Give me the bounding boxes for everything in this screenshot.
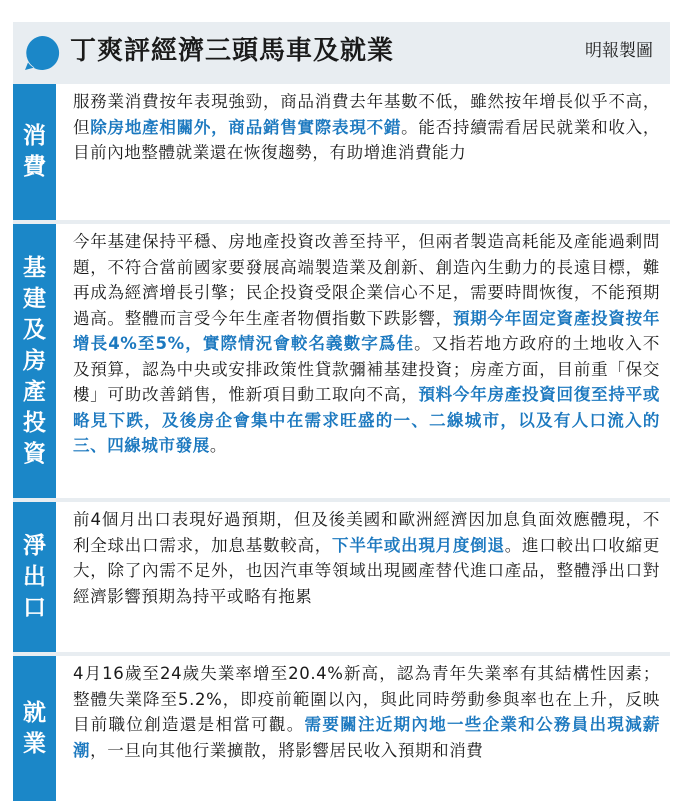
text-segment: 。又指若地方政府的土地收入不及預算，認為中央或安排政策性貸款彌補基建投資；房產方面，目前重「保交樓」可助改善銷售，惟新項目動工取向不高， [73,334,660,404]
section-label-cell [13,656,56,801]
text-segment: 。能否持續需看居民就業和收入，目前內地整體就業還在恢復趨勢，有助增進消費能力 [73,117,660,162]
section-consumption [13,84,670,220]
section-label: 就業 [23,699,46,757]
text-segment: 前4個月出口表現好過預期，但及後美國和歐洲經濟因加息負面效應體現，不利全球出口需求，加息基數較高， [73,510,660,555]
text-segment: 。 [209,436,227,455]
highlight-segment: 需要關注近期內地一些企業和公務員出現減薪潮 [73,715,661,760]
section-body [56,224,670,498]
text-segment: 4月16歲至24歲失業率增至20.4%新高，認為青年失業率有其結構性因素；整體失業降至5.2%，即疫前範圍以內，與此同時勞動參與率也在上升，反映目前職位創造還是相當可觀。 [73,664,660,734]
page-title: 丁爽評經濟三頭馬車及就業 [70,36,395,66]
section-label: 消費 [23,123,46,180]
header [13,22,670,80]
section-label-cell [13,502,56,652]
section-employment [13,656,670,801]
section-text [73,89,660,166]
highlight-segment: 除房地產相關外，商品銷售實際表現不錯 [90,117,402,137]
highlight-segment: 下半年或出現月度倒退 [332,535,505,555]
text-segment: 服務業消費按年表現強勁，商品消費去年基數不低，雖然按年增長似乎不高，但 [73,92,660,137]
section-body [56,84,670,220]
section-net-exports [13,502,670,652]
section-text [73,507,660,609]
text-segment: ，一旦向其他行業擴散，將影響居民收入預期和消費 [90,740,484,760]
highlight-segment: 預料今年房產投資回復至持平或略見下跌，及後房企會集中在需求旺盛的一、二線城市，以及有人口流入的三、四線城市發展 [73,385,660,455]
infographic-card [13,22,670,774]
section-investment [13,224,670,498]
section-body [56,656,670,801]
section-label-cell [13,224,56,498]
section-label: 淨出口 [23,532,46,621]
speech-bubble-icon [23,34,61,72]
text-segment: 今年基建保持平穩、房地產投資改善至持平，但兩者製造高耗能及產能過剩問題，不符合當前國家要發展高端製造業及創新、創造內生動力的長遠目標，難再成為經濟增長引擎；民企投資受限企業信心不足，需要時間恢復，不能預期過高。整體而言受今年生產者物價指數下跌影響， [73,232,660,328]
section-body [56,502,670,652]
text-segment: 。進口較出口收縮更大，除了內需不足外，也因汽車等領域出現國產替代進口產品，整體淨出口對經濟影響預期為持平或略有拖累 [73,535,661,606]
section-text [73,661,660,763]
highlight-segment: 預期今年固定資產投資按年增長4%至5%，實際情況會較名義數字爲佳 [73,308,661,353]
section-label-cell [13,84,56,220]
section-label: 基建及房產投資 [23,254,46,467]
credit: 明報製圖 [585,41,653,61]
section-text [73,229,660,459]
